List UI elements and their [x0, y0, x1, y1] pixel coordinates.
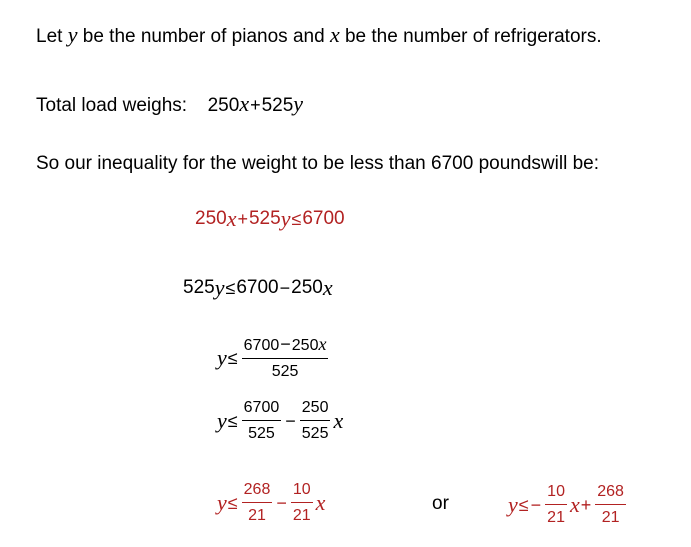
ineq6-var-y: y — [508, 492, 518, 517]
ineq3-minus: − — [280, 334, 291, 354]
inequality-5 — [217, 480, 325, 526]
ineq2-b: 250 — [291, 277, 323, 298]
ineq1-var-x: x — [226, 206, 237, 231]
ineq6-num-1: 10 — [545, 482, 567, 505]
ineq1-var-y: y — [280, 206, 291, 231]
ineq6-num-2: 268 — [595, 482, 626, 505]
inequality-3 — [217, 334, 331, 382]
load-var-y: y — [293, 91, 304, 116]
load-var-x: x — [239, 91, 250, 116]
ineq5-var-x: x — [315, 490, 326, 515]
ineq4-le: ≤ — [227, 410, 238, 431]
ineq6-den-2: 21 — [601, 509, 620, 526]
load-line — [36, 92, 303, 118]
ineq4-var-y: y — [217, 408, 227, 433]
ineq2-var-x: x — [322, 275, 333, 300]
ineq5-num-2: 10 — [291, 480, 313, 503]
ineq4-minus: − — [285, 410, 296, 431]
intro-line — [36, 23, 602, 49]
ineq3-var-y: y — [217, 345, 227, 370]
ineq4-den-1: 525 — [248, 425, 275, 442]
ineq1-le: ≤ — [291, 208, 302, 229]
ineq4-fraction-2 — [300, 398, 331, 444]
sentence-line: So our inequality for the weight to be less than 6700 poundswill be: — [36, 153, 599, 174]
inequality-2 — [183, 275, 333, 301]
ineq5-le: ≤ — [227, 492, 238, 513]
ineq1-c1: 250 — [195, 208, 227, 229]
ineq3-denominator: 525 — [271, 363, 299, 380]
ineq3-le: ≤ — [227, 347, 238, 368]
ineq5-fraction-1 — [242, 480, 273, 526]
ineq2-a: 6700 — [236, 277, 279, 298]
ineq5-fraction-2 — [291, 480, 313, 526]
ineq2-minus: − — [279, 277, 291, 298]
ineq2-var-y: y — [214, 275, 225, 300]
ineq5-var-y: y — [217, 490, 227, 515]
ineq5-den-2: 21 — [292, 507, 311, 524]
ineq6-var-x: x — [569, 492, 580, 517]
ineq5-den-1: 21 — [248, 507, 266, 524]
ineq1-c2: 525 — [248, 208, 281, 229]
ineq3-num-a: 6700 — [243, 337, 280, 354]
load-c2: 525 — [261, 95, 294, 116]
load-c1: 250 — [207, 95, 240, 116]
ineq4-num-2: 250 — [300, 398, 331, 421]
load-label: Total load weighs: — [36, 95, 188, 116]
intro-var-x: x — [329, 22, 340, 47]
intro-end: be the number of refrigerators. — [344, 26, 602, 47]
inequality-6 — [508, 482, 629, 528]
ineq6-den-1: 21 — [547, 509, 565, 526]
ineq2-c1: 525 — [183, 277, 215, 298]
ineq5-num-1: 268 — [242, 480, 273, 503]
ineq4-fraction-1 — [242, 398, 282, 444]
ineq5-minus: − — [276, 492, 287, 513]
ineq4-num-1: 6700 — [242, 398, 282, 421]
ineq6-minus: − — [530, 494, 542, 515]
intro-let: Let — [36, 26, 63, 47]
ineq6-plus: + — [580, 494, 592, 515]
ineq3-numerator — [242, 334, 329, 359]
ineq6-fraction-2 — [595, 482, 626, 528]
ineq3-var-x: x — [318, 334, 327, 354]
ineq2-le: ≤ — [225, 277, 236, 298]
inequality-4 — [217, 398, 343, 444]
or-label: or — [432, 493, 449, 514]
load-plus: + — [250, 95, 261, 115]
ineq3-num-b: 250 — [291, 337, 319, 354]
ineq6-le: ≤ — [518, 494, 529, 515]
ineq1-plus: + — [237, 208, 248, 229]
ineq6-fraction-1 — [545, 482, 567, 528]
intro-middle: be the number of pianos and — [82, 26, 325, 47]
ineq4-den-2: 525 — [301, 425, 329, 442]
ineq1-rhs: 6700 — [302, 208, 345, 229]
intro-var-y: y — [67, 22, 78, 47]
ineq3-fraction — [242, 334, 329, 382]
inequality-1 — [195, 206, 345, 232]
ineq4-var-x: x — [333, 408, 344, 433]
